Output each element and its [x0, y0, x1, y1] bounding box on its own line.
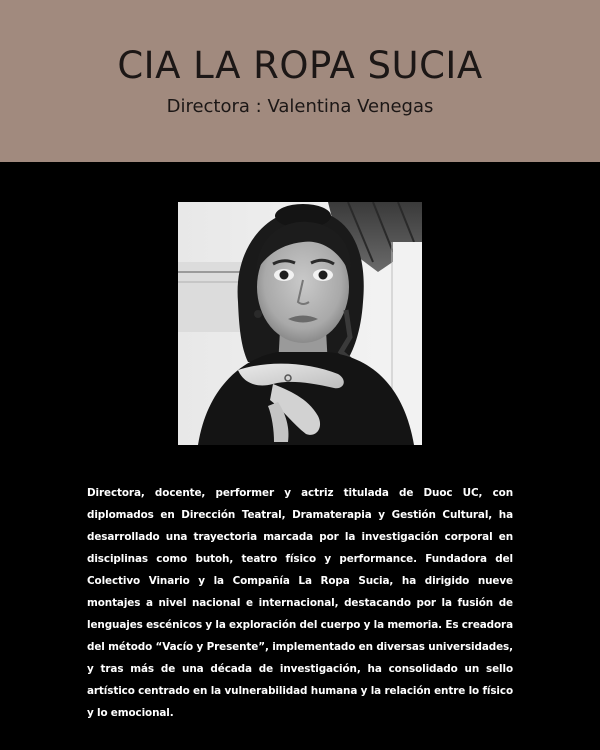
biography-text: Directora, docente, performer y actriz titulada de Duoc UC, con diplomados en Dirección Teatral, Dramaterapia y Gestión Cultural, ha desarrollado una trayectoria marcada por la investigación corporal en disciplinas como butoh, teatro físico y performance. Fundadora del Colectivo Vinario y la Compañía La Ropa Sucia, ha dirigido nueve montajes a nivel nacional e internacional, destacando por la fusión de lenguajes escénicos y la exploración del cuerpo y la memoria. Es creadora del método “Vacío y Presente”, implementado en diversas universidades, y tras más de una década de investigación, ha consolidado un sello artístico centrado en la vulnerabilidad humana y la relación entre lo físico y lo emocional. [87, 487, 513, 719]
header-band [0, 0, 600, 162]
portrait-illustration [178, 202, 422, 445]
portrait-photo [178, 202, 422, 445]
page-title: CIA LA ROPA SUCIA [117, 44, 483, 87]
page-subtitle: Directora : Valentina Venegas [166, 96, 434, 117]
